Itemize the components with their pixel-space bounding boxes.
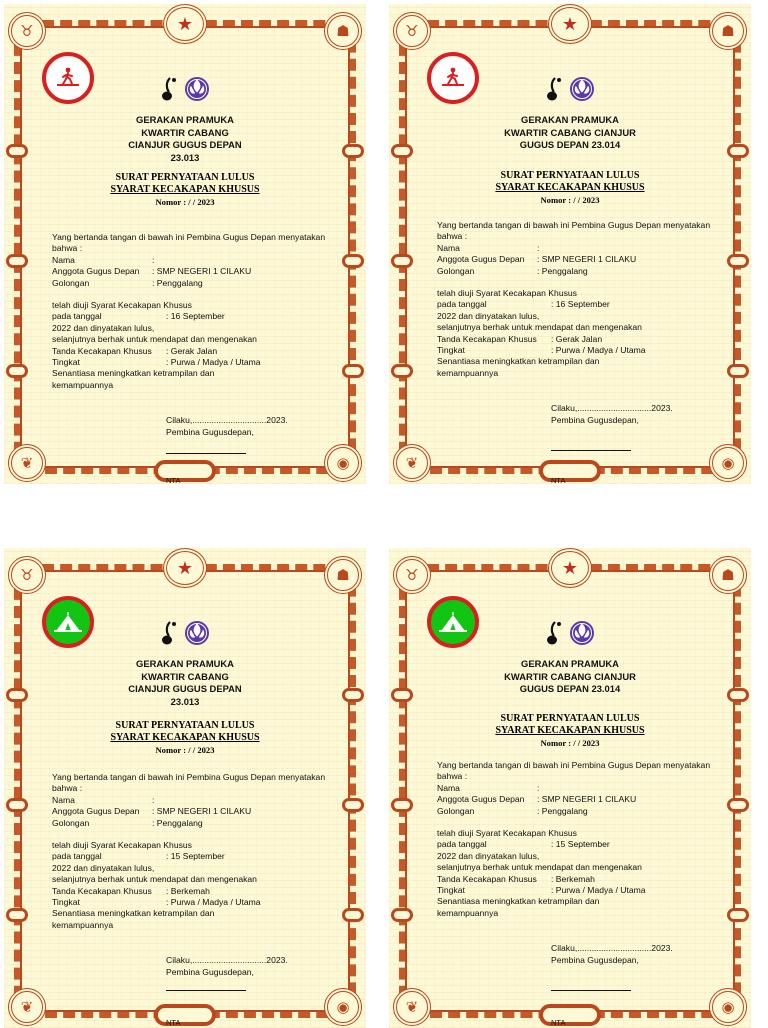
statement-body [52, 232, 326, 391]
field-label: pada tanggal [52, 311, 102, 322]
field-value: : [537, 782, 540, 793]
document-number: Nomor : / / 2023 [155, 745, 215, 755]
field-label: Tingkat [52, 897, 80, 908]
title-line-2: SYARAT KECAKAPAN KHUSUS [495, 725, 645, 736]
rope-knot [6, 798, 28, 812]
organization-header [64, 114, 306, 164]
field-value: : Purwa / Madya / Utama [551, 885, 646, 896]
drum-icon: ◉ [324, 988, 362, 1026]
scout-logo-icon [152, 74, 222, 104]
title-line-1: SURAT PERNYATAAN LULUS [500, 170, 640, 181]
signature-line [166, 453, 246, 454]
document-title [44, 720, 326, 756]
field-value: : SMP NEGERI 1 CILAKU [152, 266, 252, 277]
signature-block [166, 414, 288, 438]
field-value: : Purwa / Madya / Utama [166, 897, 261, 908]
rope-knot [6, 254, 28, 268]
star-medal-icon: ★ [548, 4, 592, 44]
field-label: Tingkat [52, 357, 80, 368]
title-line-2: SYARAT KECAKAPAN KHUSUS [110, 184, 260, 195]
field-label: Anggota Gugus Depan [52, 266, 140, 277]
nta-label: NTA [166, 1018, 181, 1027]
entitled-text: selanjutnya berhak untuk mendapat dan mengenakan [437, 322, 642, 333]
field-value: : Berkemah [551, 873, 595, 884]
drum-icon: ◉ [324, 444, 362, 482]
organization-line: KWARTIR CABANG [141, 670, 229, 682]
field-label: Golongan [437, 265, 475, 276]
star-medal-icon: ★ [163, 4, 207, 44]
rope-knot [391, 364, 413, 378]
certificate-card [389, 4, 751, 484]
passed-text: 2022 dan dinyatakan lulus, [52, 862, 155, 873]
closing-text: Senantiasa meningkatkan ketrampilan dan kemampuannya [52, 908, 215, 930]
bull-head-icon: ♉ [8, 556, 46, 594]
statement-body [437, 760, 711, 919]
organization-header [64, 658, 306, 708]
signer-title: Pembina Gugusdepan, [166, 967, 254, 977]
organization-header [449, 114, 691, 152]
star-medal-icon: ★ [548, 548, 592, 588]
field-value: : 15 September [166, 851, 225, 862]
rope-knot [6, 908, 28, 922]
square-knot-icon [539, 1004, 601, 1026]
square-knot-icon [154, 1004, 216, 1026]
rope-knot [727, 254, 749, 268]
intro-text: Yang bertanda tangan di bawah ini Pembina Gugus Depan menyatakan bahwa : [52, 772, 326, 794]
bull-head-icon: ♉ [393, 556, 431, 594]
document-title [429, 713, 711, 749]
rope-knot [6, 144, 28, 158]
closing-text: Senantiasa meningkatkan ketrampilan dan kemampuannya [437, 896, 600, 918]
field-value: : Berkemah [166, 885, 210, 896]
signer-title: Pembina Gugusdepan, [166, 427, 254, 437]
tested-text: telah diuji Syarat Kecakapan Khusus [52, 300, 192, 311]
field-label: Nama [437, 242, 460, 253]
field-value: : Purwa / Madya / Utama [551, 345, 646, 356]
title-line-1: SURAT PERNYATAAN LULUS [115, 172, 255, 183]
scout-logo-icon [537, 74, 607, 104]
rope-knot [727, 364, 749, 378]
leaf-icon: ❦ [8, 988, 46, 1026]
document-number: Nomor : / / 2023 [155, 197, 215, 207]
signer-title: Pembina Gugusdepan, [551, 415, 639, 425]
rope-knot [391, 254, 413, 268]
title-line-1: SURAT PERNYATAAN LULUS [500, 713, 640, 724]
field-label: Golongan [52, 817, 90, 828]
bull-head-icon: ♉ [8, 12, 46, 50]
field-value: : Penggalang [537, 805, 588, 816]
field-label: Golongan [52, 277, 90, 288]
cap-icon: ☗ [324, 556, 362, 594]
field-value: : 16 September [166, 311, 225, 322]
leaf-icon: ❦ [393, 988, 431, 1026]
document-number: Nomor : / / 2023 [540, 738, 600, 748]
intro-text: Yang bertanda tangan di bawah ini Pembina Gugus Depan menyatakan bahwa : [437, 220, 711, 242]
organization-line: KWARTIR CABANG CIANJUR [504, 126, 636, 138]
certificate-card [389, 548, 751, 1028]
entitled-text: selanjutnya berhak untuk mendapat dan mengenakan [437, 862, 642, 873]
place-date: Cilaku,...............................2023. [551, 943, 673, 953]
place-date: Cilaku,...............................2023. [166, 415, 288, 425]
field-value: : SMP NEGERI 1 CILAKU [537, 794, 637, 805]
organization-line: GERAKAN PRAMUKA [521, 658, 619, 669]
nta-label: NTA [551, 476, 566, 485]
cap-icon: ☗ [324, 12, 362, 50]
scout-logo-icon [537, 618, 607, 648]
statement-body [437, 220, 711, 379]
field-label: Tanda Kecakapan Khusus [52, 885, 152, 896]
field-label: Anggota Gugus Depan [437, 254, 525, 265]
document-number: Nomor : / / 2023 [540, 195, 600, 205]
field-value: : 15 September [551, 839, 610, 850]
field-label: Anggota Gugus Depan [52, 806, 140, 817]
field-label: Golongan [437, 805, 475, 816]
organization-line: GERAKAN PRAMUKA [521, 114, 619, 125]
intro-text: Yang bertanda tangan di bawah ini Pembina Gugus Depan menyatakan bahwa : [437, 760, 711, 782]
field-value: : Penggalang [152, 817, 203, 828]
signature-line [166, 990, 246, 991]
rope-knot [391, 908, 413, 922]
cap-icon: ☗ [709, 12, 747, 50]
hiking-person-icon [427, 52, 479, 104]
field-label: Tanda Kecakapan Khusus [52, 345, 152, 356]
organization-line: KWARTIR CABANG CIANJUR [504, 670, 636, 682]
cap-icon: ☗ [709, 556, 747, 594]
organization-line: GERAKAN PRAMUKA [136, 114, 234, 125]
field-label: pada tanggal [437, 839, 487, 850]
field-value: : Gerak Jalan [551, 333, 603, 344]
field-value: : SMP NEGERI 1 CILAKU [152, 806, 252, 817]
field-value: : Penggalang [537, 265, 588, 276]
field-label: Tanda Kecakapan Khusus [437, 333, 537, 344]
document-title [44, 172, 326, 208]
organization-line: GUGUS DEPAN 23.014 [519, 683, 621, 695]
tent-icon [42, 596, 94, 648]
drum-icon: ◉ [709, 988, 747, 1026]
place-date: Cilaku,...............................2023. [166, 955, 288, 965]
field-label: Tingkat [437, 345, 465, 356]
nta-label: NTA [551, 1018, 566, 1027]
field-value: : [152, 794, 155, 805]
certificate-card [4, 4, 366, 484]
signature-line [551, 990, 631, 991]
organization-line: 23.013 [170, 695, 200, 707]
organization-line: KWARTIR CABANG [141, 126, 229, 138]
title-line-2: SYARAT KECAKAPAN KHUSUS [110, 732, 260, 743]
signature-block [166, 954, 288, 978]
place-date: Cilaku,...............................2023. [551, 403, 673, 413]
star-medal-icon: ★ [163, 548, 207, 588]
field-value: : Gerak Jalan [166, 345, 218, 356]
rope-knot [342, 254, 364, 268]
rope-knot [342, 364, 364, 378]
title-line-2: SYARAT KECAKAPAN KHUSUS [495, 182, 645, 193]
rope-knot [727, 144, 749, 158]
closing-text: Senantiasa meningkatkan ketrampilan dan kemampuannya [437, 356, 600, 378]
nta-label: NTA [166, 476, 181, 485]
field-label: Tanda Kecakapan Khusus [437, 873, 537, 884]
tested-text: telah diuji Syarat Kecakapan Khusus [437, 828, 577, 839]
field-label: pada tanggal [52, 851, 102, 862]
tested-text: telah diuji Syarat Kecakapan Khusus [52, 840, 192, 851]
rope-knot [727, 798, 749, 812]
rope-knot [342, 908, 364, 922]
certificate-card [4, 548, 366, 1028]
rope-knot [391, 798, 413, 812]
field-value: : SMP NEGERI 1 CILAKU [537, 254, 637, 265]
signature-line [551, 450, 631, 451]
entitled-text: selanjutnya berhak untuk mendapat dan mengenakan [52, 874, 257, 885]
signature-block [551, 402, 673, 426]
organization-line: GERAKAN PRAMUKA [136, 658, 234, 669]
entitled-text: selanjutnya berhak untuk mendapat dan mengenakan [52, 334, 257, 345]
rope-knot [391, 144, 413, 158]
bull-head-icon: ♉ [393, 12, 431, 50]
field-label: Anggota Gugus Depan [437, 794, 525, 805]
statement-body [52, 772, 326, 931]
field-value: : [537, 242, 540, 253]
leaf-icon: ❦ [393, 444, 431, 482]
field-label: Nama [52, 794, 75, 805]
rope-knot [6, 688, 28, 702]
field-label: Nama [437, 782, 460, 793]
field-value: : 16 September [551, 299, 610, 310]
passed-text: 2022 dan dinyatakan lulus, [437, 850, 540, 861]
organization-line: CIANJUR GUGUS DEPAN [128, 683, 242, 695]
hiking-person-icon [42, 52, 94, 104]
drum-icon: ◉ [709, 444, 747, 482]
rope-knot [727, 688, 749, 702]
field-label: pada tanggal [437, 299, 487, 310]
square-knot-icon [539, 460, 601, 482]
rope-knot [391, 688, 413, 702]
organization-line: GUGUS DEPAN 23.014 [519, 139, 621, 151]
passed-text: 2022 dan dinyatakan lulus, [437, 310, 540, 321]
intro-text: Yang bertanda tangan di bawah ini Pembina Gugus Depan menyatakan bahwa : [52, 232, 326, 254]
organization-line: CIANJUR GUGUS DEPAN [128, 139, 242, 151]
signer-title: Pembina Gugusdepan, [551, 955, 639, 965]
field-value: : Penggalang [152, 277, 203, 288]
field-label: Tingkat [437, 885, 465, 896]
field-value: : [152, 254, 155, 265]
field-value: : Purwa / Madya / Utama [166, 357, 261, 368]
organization-line: 23.013 [170, 151, 200, 163]
field-label: Nama [52, 254, 75, 265]
signature-block [551, 942, 673, 966]
tested-text: telah diuji Syarat Kecakapan Khusus [437, 288, 577, 299]
document-title [429, 170, 711, 206]
passed-text: 2022 dan dinyatakan lulus, [52, 322, 155, 333]
rope-knot [727, 908, 749, 922]
leaf-icon: ❦ [8, 444, 46, 482]
rope-knot [342, 144, 364, 158]
closing-text: Senantiasa meningkatkan ketrampilan dan kemampuannya [52, 368, 215, 390]
organization-header [449, 658, 691, 696]
tent-icon [427, 596, 479, 648]
title-line-1: SURAT PERNYATAAN LULUS [115, 720, 255, 731]
square-knot-icon [154, 460, 216, 482]
rope-knot [6, 364, 28, 378]
scout-logo-icon [152, 618, 222, 648]
rope-knot [342, 688, 364, 702]
rope-knot [342, 798, 364, 812]
